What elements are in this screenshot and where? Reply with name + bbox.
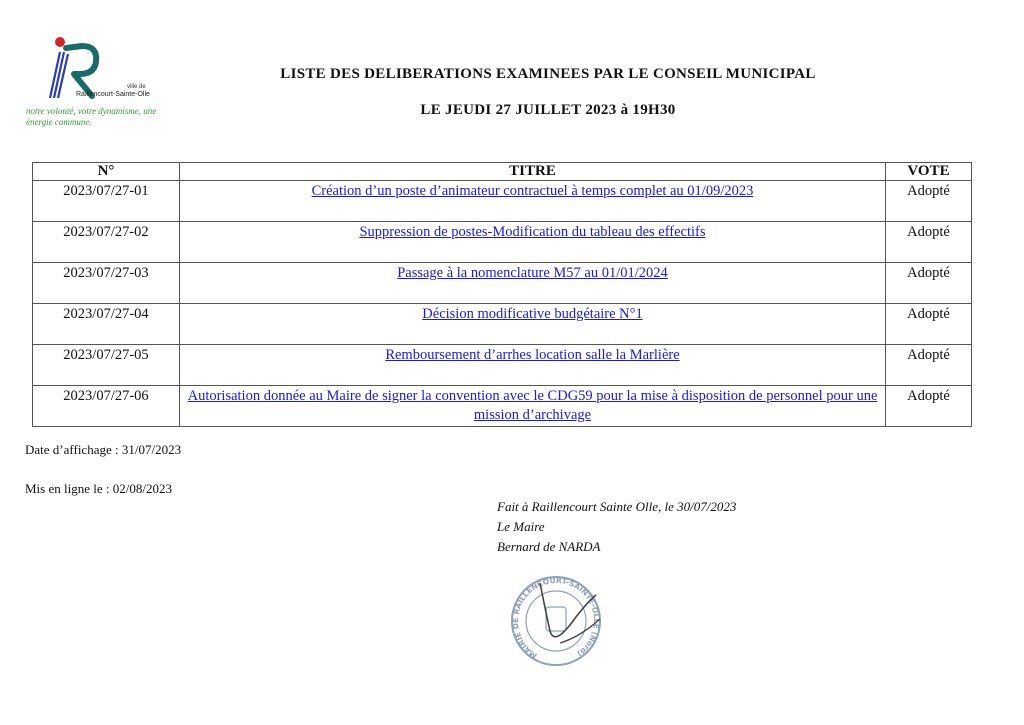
logo-slogan: notre volonté, votre dynamisme, une énergie commune. bbox=[26, 106, 157, 127]
row-number: 2023/07/27-06 bbox=[33, 386, 180, 427]
official-stamp-seal bbox=[500, 573, 612, 669]
row-number: 2023/07/27-02 bbox=[33, 222, 180, 263]
row-vote: Adopté bbox=[886, 386, 972, 427]
stamp-text: MAIRIE DE RAILLENCOURT-SAINTE-OLLE (Nord) bbox=[511, 575, 602, 661]
row-title-cell bbox=[180, 263, 886, 304]
table-row bbox=[33, 304, 972, 345]
signature-place-date: Fait à Raillencourt Sainte Olle, le 30/07/2023 bbox=[497, 499, 737, 514]
column-header-vote: VOTE bbox=[886, 163, 972, 181]
deliberation-link[interactable]: Création d’un poste d’animateur contractuel à temps complet au 01/09/2023 bbox=[311, 183, 754, 199]
table-row bbox=[33, 386, 972, 427]
table-row bbox=[33, 222, 972, 263]
svg-text:MAIRIE DE RAILLENCOURT-SAINTE- bbox=[511, 576, 601, 660]
posting-date: Date d’affichage : 31/07/2023 bbox=[25, 442, 182, 457]
signature-name: Bernard de NARDA bbox=[497, 539, 601, 554]
logo-town-name: Raillencourt-Sainte-Olle bbox=[76, 91, 150, 98]
row-title-cell bbox=[180, 304, 886, 345]
row-vote: Adopté bbox=[886, 263, 972, 304]
row-number: 2023/07/27-05 bbox=[33, 345, 180, 386]
signature-role: Le Maire bbox=[497, 519, 545, 534]
row-number: 2023/07/27-04 bbox=[33, 304, 180, 345]
table-row bbox=[33, 181, 972, 222]
table-row bbox=[33, 345, 972, 386]
row-vote: Adopté bbox=[886, 345, 972, 386]
online-date: Mis en ligne le : 02/08/2023 bbox=[25, 481, 172, 496]
document-title: LISTE DES DELIBERATIONS EXAMINEES PAR LE CONSEIL MUNICIPAL bbox=[280, 66, 816, 82]
deliberation-link[interactable]: Passage à la nomenclature M57 au 01/01/2024 bbox=[397, 265, 668, 281]
row-title-cell bbox=[180, 181, 886, 222]
row-vote: Adopté bbox=[886, 181, 972, 222]
row-number: 2023/07/27-01 bbox=[33, 181, 180, 222]
row-number: 2023/07/27-03 bbox=[33, 263, 180, 304]
meeting-date: LE JEUDI 27 JUILLET 2023 à 19H30 bbox=[420, 102, 676, 118]
deliberation-link[interactable]: Remboursement d’arrhes location salle la Marlière bbox=[385, 347, 680, 363]
deliberations-table bbox=[32, 162, 972, 427]
table-row bbox=[33, 263, 972, 304]
row-vote: Adopté bbox=[886, 304, 972, 345]
logo-ville-text: ville de bbox=[127, 84, 146, 90]
column-header-number: N° bbox=[33, 163, 180, 181]
row-vote: Adopté bbox=[886, 222, 972, 263]
deliberation-link[interactable]: Suppression de postes-Modification du tableau des effectifs bbox=[359, 224, 706, 240]
table-header-row bbox=[33, 163, 972, 181]
deliberation-link[interactable]: Autorisation donnée au Maire de signer la convention avec le CDG59 pour la mise à disposition de personnel pour une mission d’archivage bbox=[187, 388, 878, 423]
column-header-title: TITRE bbox=[180, 163, 886, 181]
deliberation-link[interactable]: Décision modificative budgétaire N°1 bbox=[422, 306, 643, 322]
row-title-cell bbox=[180, 386, 886, 427]
row-title-cell bbox=[180, 345, 886, 386]
row-title-cell bbox=[180, 222, 886, 263]
